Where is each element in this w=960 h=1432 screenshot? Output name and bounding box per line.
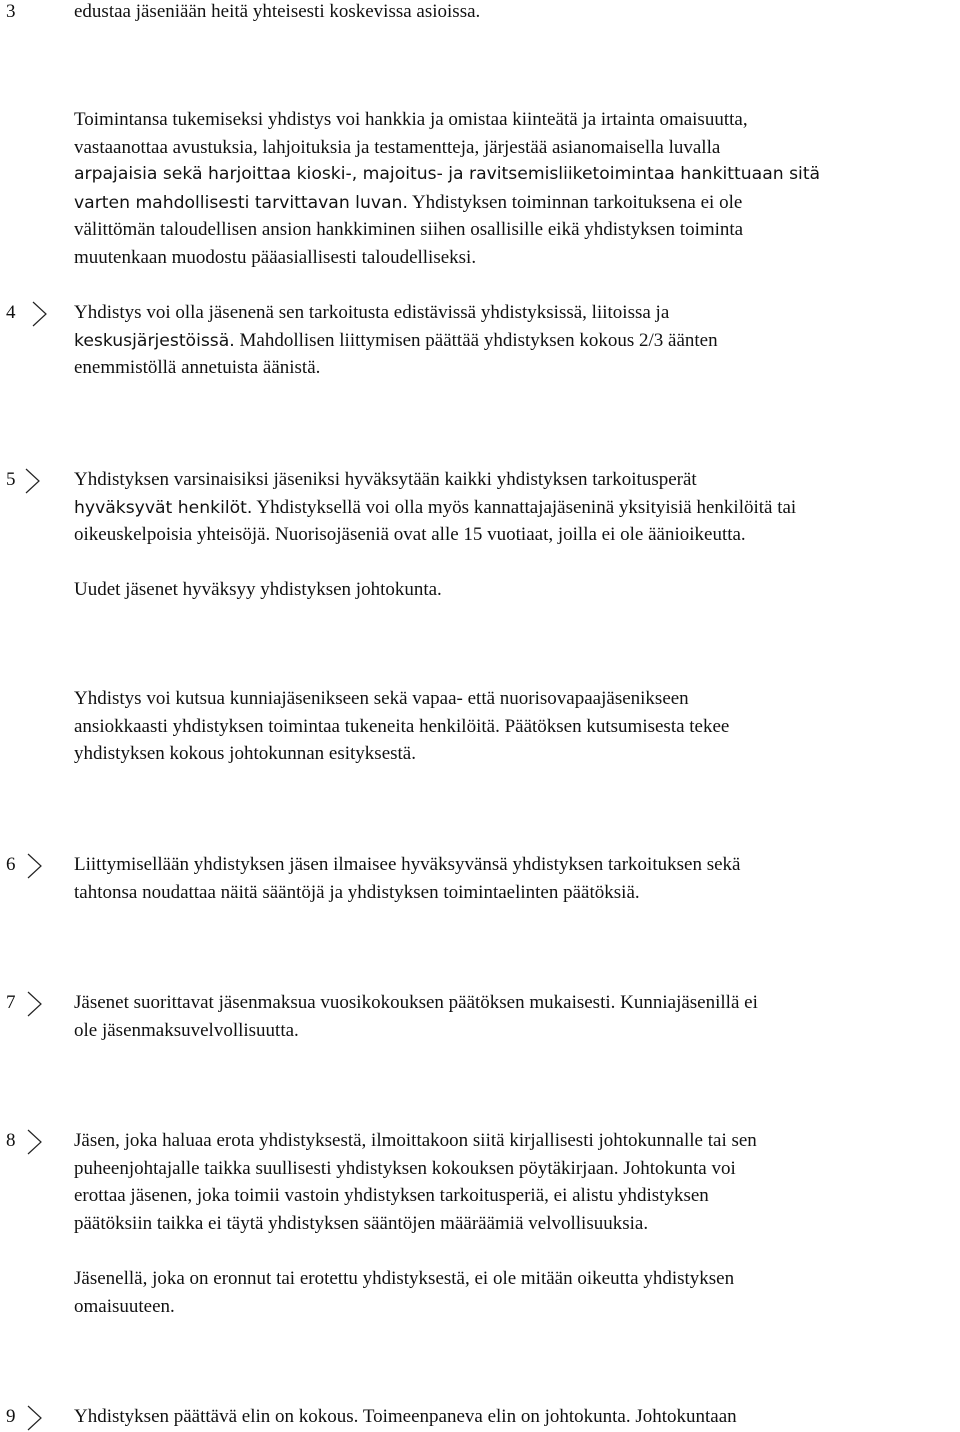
item-number: 3 — [6, 1, 16, 22]
paragraph-line: arpajaisia sekä harjoittaa kioski-, majoitus- ja ravitsemisliiketoimintaa hankittuaan sitä — [74, 164, 821, 184]
section-line: erottaa jäsenen, joka toimii vastoin yhdistyksen tarkoitusperiä, ei alistu yhdistyksen — [74, 1185, 709, 1206]
section-line: päätöksiin taikka ei täytä yhdistyksen sääntöjen määräämiä velvollisuuksia. — [74, 1212, 649, 1234]
paragraph-line: yhdistyksen kokous johtokunnan esityksestä. — [74, 743, 416, 764]
section-fragment: Mahdollisen liittymisen päättää yhdistyksen kokous 2/3 äänten — [234, 329, 718, 351]
paragraph-fragment: varten mahdollisesti tarvittavan luvan. — [74, 192, 408, 213]
section-sign-icon — [27, 991, 43, 1017]
section-line: puheenjohtajalle taikka suullisesti yhdistyksen kokouksen pöytäkirjaan. Johtokunta voi — [74, 1157, 736, 1179]
section-fragment: keskusjärjestöissä. — [74, 330, 235, 351]
paragraph-line: Yhdistys voi kutsua kunniajäsenikseen sekä vapaa- että nuorisovapaajäsenikseen — [74, 688, 689, 709]
section-line — [74, 494, 960, 522]
section-fragment: hyväksyvät henkilöt. — [74, 497, 253, 518]
section-line: Jäsenellä, joka on eronnut tai erotettu yhdistyksestä, ei ole mitään oikeutta yhdistyksen — [74, 1268, 735, 1289]
section-line: Liittymisellään yhdistyksen jäsen ilmaisee hyväksyvänsä yhdistyksen tarkoituksen sekä — [74, 854, 741, 875]
paragraph-line: ansiokkaasti yhdistyksen toimintaa tukeneita henkilöitä. Päätöksen kutsumisesta tekee — [74, 715, 730, 737]
section-line: Yhdistyksen varsinaisiksi jäseniksi hyväksytään kaikki yhdistyksen tarkoitusperät — [74, 469, 697, 490]
section-line: enemmistöllä annetuista äänistä. — [74, 357, 321, 378]
paragraph-line: välittömän taloudellisen ansion hankkiminen siihen osallisille eikä yhdistyksen toiminta — [74, 219, 744, 240]
section-number: 9 — [6, 1406, 16, 1427]
paragraph-line: muutenkaan muodostu pääasiallisesti taloudelliseksi. — [74, 246, 477, 268]
section-sign-icon — [27, 853, 43, 879]
paragraph-line: vastaanottaa avustuksia, lahjoituksia ja testamentteja, järjestää asianomaisella luvalla — [74, 136, 721, 158]
section-line — [74, 327, 960, 355]
paragraph-line: Toimintansa tukemiseksi yhdistys voi hankkia ja omistaa kiinteätä ja irtainta omaisuutta, — [74, 109, 748, 130]
section-sign-icon — [32, 301, 48, 327]
section-number: 6 — [6, 854, 16, 875]
section-number: 5 — [6, 469, 16, 490]
section-sign-icon — [25, 468, 41, 494]
section-line: Yhdistyksen päättävä elin on kokous. Toimeenpaneva elin on johtokunta. Johtokuntaan — [74, 1406, 737, 1427]
section-line: Jäsen, joka haluaa erota yhdistyksestä, ilmoittakoon siitä kirjallisesti johtokunnalle tai sen — [74, 1130, 757, 1151]
section-line: oikeuskelpoisia yhteisöjä. Nuorisojäseniä ovat alle 15 vuotiaat, joilla ei ole äänioikeutta. — [74, 524, 746, 545]
section-sign-icon — [27, 1405, 43, 1431]
section-line: ole jäsenmaksuvelvollisuutta. — [74, 1019, 299, 1041]
section-sign-icon — [27, 1129, 43, 1155]
paragraph-fragment: Yhdistyksen toiminnan tarkoituksena ei ole — [407, 191, 743, 213]
section-line: Jäsenet suorittavat jäsenmaksua vuosikokouksen päätöksen mukaisesti. Kunniajäsenillä ei — [74, 992, 758, 1013]
section-number: 8 — [6, 1130, 16, 1151]
section-number: 7 — [6, 992, 16, 1013]
section-fragment: Yhdistyksellä voi olla myös kannattajajäseninä yksityisiä henkilöitä tai — [252, 496, 797, 518]
section-line: Uudet jäsenet hyväksyy yhdistyksen johtokunta. — [74, 579, 442, 600]
section-line: Yhdistys voi olla jäsenenä sen tarkoitusta edistävissä yhdistyksissä, liitoissa ja — [74, 302, 670, 323]
paragraph-line — [74, 189, 960, 217]
section-line: tahtonsa noudattaa näitä sääntöjä ja yhdistyksen toimintaelinten päätöksiä. — [74, 881, 640, 903]
section-line: omaisuuteen. — [74, 1295, 175, 1317]
item-text: edustaa jäseniään heitä yhteisesti koskevissa asioissa. — [74, 1, 481, 22]
section-number: 4 — [6, 302, 16, 323]
